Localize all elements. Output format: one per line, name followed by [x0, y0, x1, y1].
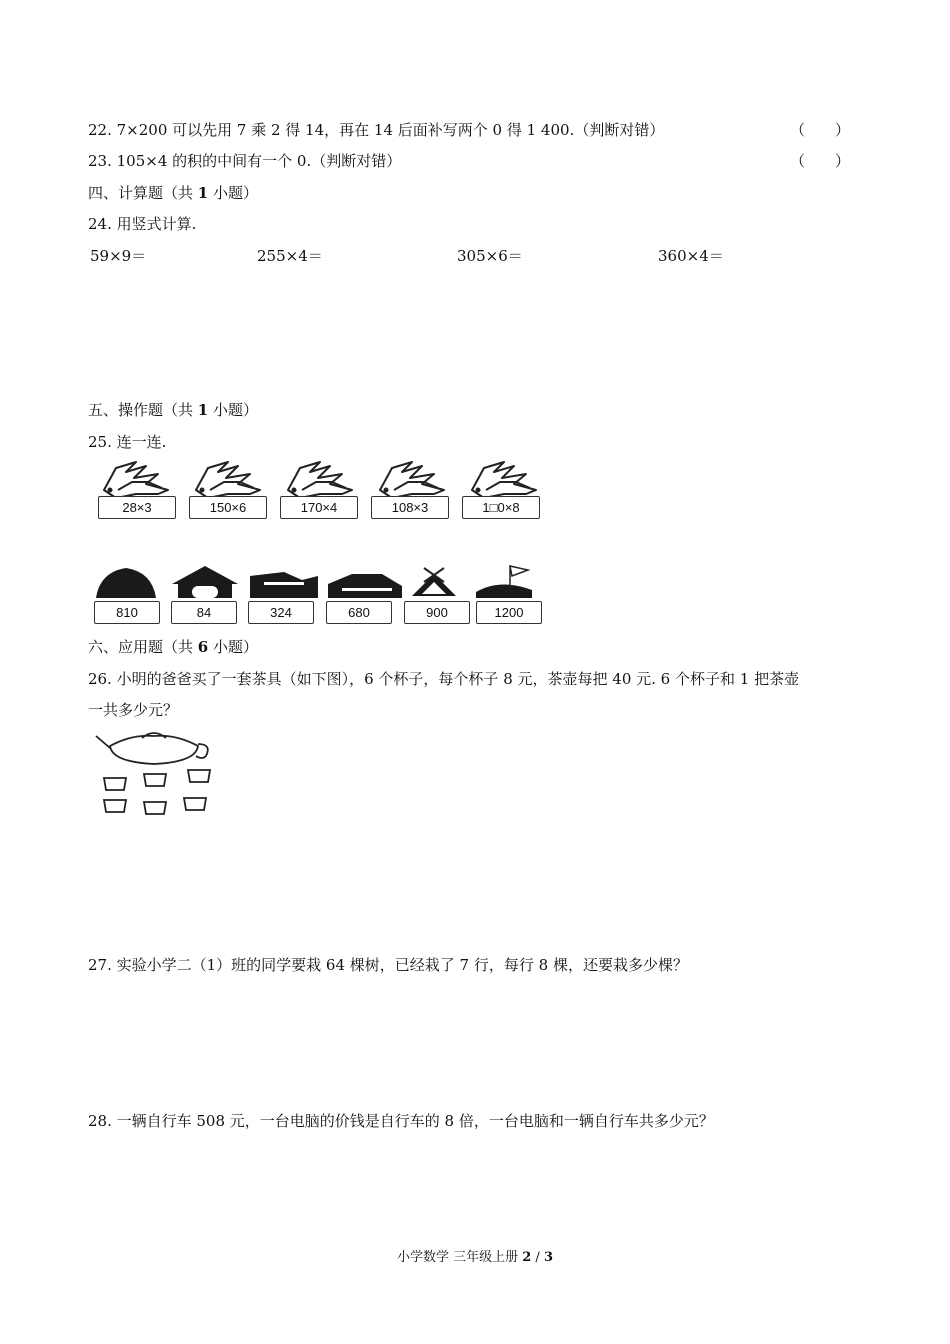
- section-6-count: 6: [197, 638, 209, 656]
- bird-expression-tag[interactable]: 1□0×8: [462, 496, 540, 519]
- question-27: 27. 实验小学二（1）班的同学要栽 64 棵树，已经栽了 7 行，每行 8 棵，还要栽多少棵？: [88, 956, 688, 974]
- answer-paren-22[interactable]: （ ）: [790, 121, 851, 139]
- house-number-tag[interactable]: 680: [326, 601, 392, 624]
- section-4-count: 1: [197, 184, 209, 202]
- question-25: 25. 连一连.: [88, 433, 167, 451]
- house-number-tag[interactable]: 1200: [476, 601, 542, 624]
- footer-label: 小学数学 三年级上册: [396, 1250, 523, 1265]
- house-number-tag[interactable]: 810: [94, 601, 160, 624]
- bird-expression-tag[interactable]: 150×6: [189, 496, 267, 519]
- house-number-tag[interactable]: 324: [248, 601, 314, 624]
- dove-row-illustration: [96, 460, 556, 500]
- calc-item: 305×6＝: [457, 247, 523, 265]
- section-5-post: 小题）: [208, 401, 258, 419]
- house-number-tag[interactable]: 84: [171, 601, 237, 624]
- section-6-pre: 六、应用题（共: [88, 638, 198, 656]
- page-footer: [0, 1246, 950, 1265]
- bird-expression-tag[interactable]: 28×3: [98, 496, 176, 519]
- question-23: 23. 105×4 的积的中间有一个 0.（判断对错）: [88, 152, 402, 170]
- footer-separator: /: [531, 1250, 544, 1265]
- calc-item: 360×4＝: [658, 247, 724, 265]
- section-4-post: 小题）: [208, 184, 258, 202]
- house-number-tag[interactable]: 900: [404, 601, 470, 624]
- question-22: 22. 7×200 可以先用 7 乘 2 得 14，再在 14 后面补写两个 0 得 1 400.（判断对错）: [88, 121, 665, 139]
- question-28: 28. 一辆自行车 508 元，一台电脑的价钱是自行车的 8 倍，一台电脑和一辆自行车共多少元？: [88, 1112, 714, 1130]
- section-5-count: 1: [197, 401, 209, 419]
- question-26-line2: 一共多少元？: [88, 701, 179, 719]
- calc-item: 255×4＝: [257, 247, 323, 265]
- answer-paren-23[interactable]: （ ）: [790, 152, 851, 170]
- calc-item: 59×9＝: [90, 247, 147, 265]
- tea-set-illustration: [92, 728, 218, 822]
- question-26-line1: 26. 小明的爸爸买了一套茶具（如下图），6 个杯子，每个杯子 8 元，茶壶每把 40 元. 6 个杯子和 1 把茶壶: [88, 670, 800, 688]
- section-4-pre: 四、计算题（共: [88, 184, 198, 202]
- section-6-post: 小题）: [208, 638, 258, 656]
- house-row-illustration: [92, 562, 544, 602]
- footer-page-total: 3: [543, 1250, 553, 1265]
- bird-expression-tag[interactable]: 108×3: [371, 496, 449, 519]
- section-6-heading: [88, 637, 258, 657]
- bird-expression-tag[interactable]: 170×4: [280, 496, 358, 519]
- question-24: 24. 用竖式计算.: [88, 215, 197, 233]
- footer-page-number: 2: [522, 1250, 532, 1265]
- section-5-heading: [88, 400, 258, 420]
- section-5-pre: 五、操作题（共: [88, 401, 198, 419]
- section-4-heading: [88, 183, 258, 203]
